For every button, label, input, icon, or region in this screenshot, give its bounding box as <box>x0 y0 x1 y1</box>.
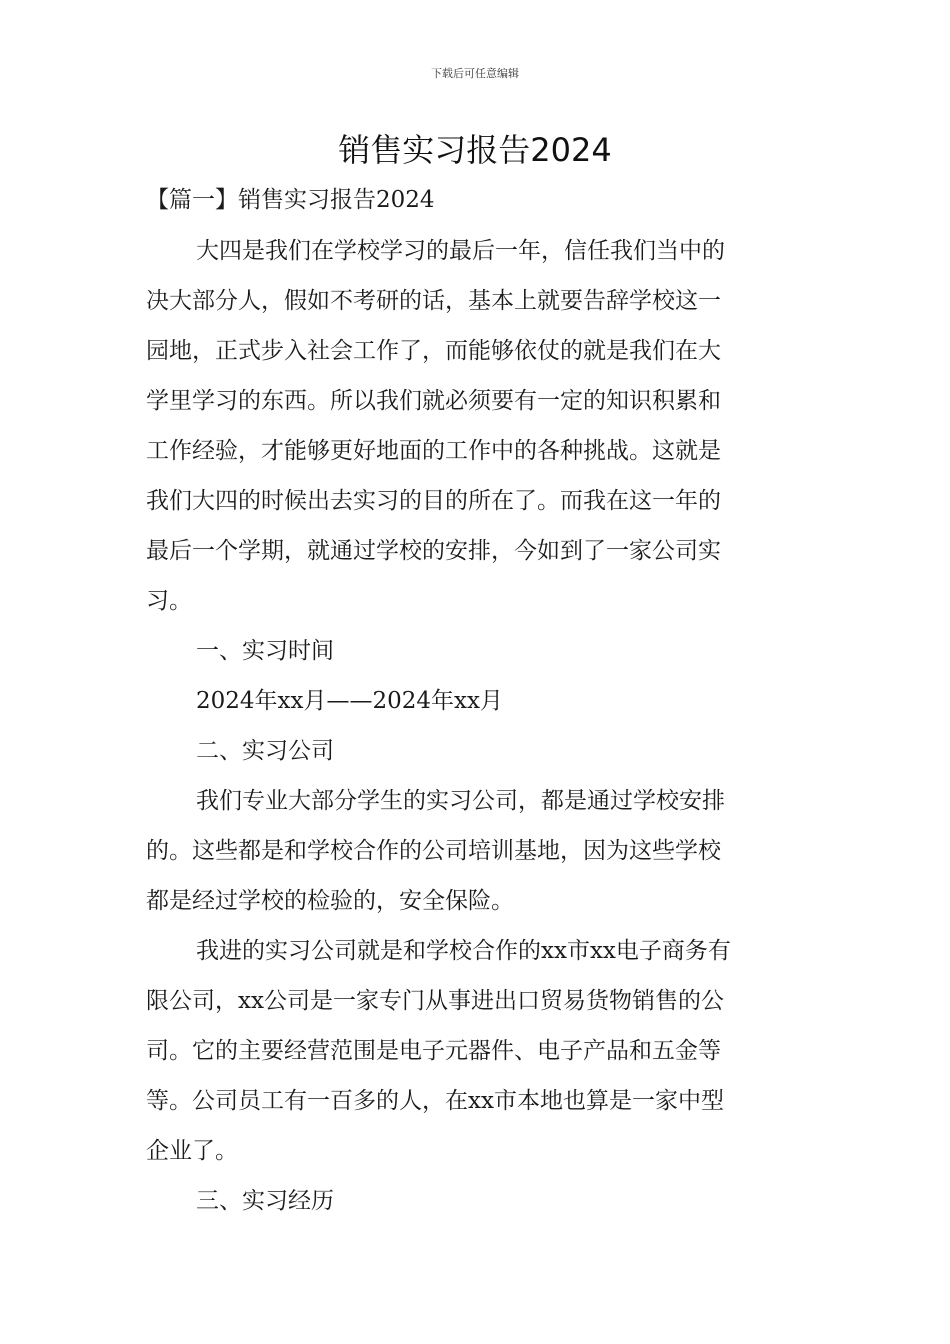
paragraph-line: 学里学习的东西。所以我们就必须要有一定的知识积累和 <box>146 388 721 414</box>
document-title: 销售实习报告2024 <box>338 131 612 169</box>
section-heading: 【篇一】销售实习报告2024 <box>146 187 435 213</box>
paragraph-line: 我进的实习公司就是和学校合作的xx市xx电子商务有 <box>196 938 731 964</box>
subheading-time: 一、实习时间 <box>196 638 334 664</box>
paragraph-line: 我们大四的时候出去实习的目的所在了。而我在这一年的 <box>146 488 721 514</box>
header-note: 下载后可任意编辑 <box>431 67 519 80</box>
paragraph-line: 司。它的主要经营范围是电子元器件、电子产品和五金等 <box>146 1038 721 1064</box>
document-body <box>146 226 808 1226</box>
paragraph-line: 最后一个学期，就通过学校的安排，今如到了一家公司实 <box>146 538 721 564</box>
paragraph-line: 都是经过学校的检验的，安全保险。 <box>146 888 514 914</box>
paragraph-line: 等。公司员工有一百多的人，在xx市本地也算是一家中型 <box>146 1088 724 1114</box>
paragraph-line: 习。 <box>146 588 192 614</box>
paragraph-line: 限公司，xx公司是一家专门从事进出口贸易货物销售的公 <box>146 988 724 1014</box>
subheading-experience: 三、实习经历 <box>196 1188 334 1214</box>
date-range: 2024年xx月——2024年xx月 <box>196 688 503 714</box>
paragraph-line: 工作经验，才能够更好地面的工作中的各种挑战。这就是 <box>146 438 721 464</box>
paragraph-line: 的。这些都是和学校合作的公司培训基地，因为这些学校 <box>146 838 721 864</box>
paragraph-line: 企业了。 <box>146 1138 238 1164</box>
subheading-company: 二、实习公司 <box>196 738 334 764</box>
paragraph-line: 我们专业大部分学生的实习公司，都是通过学校安排 <box>196 788 725 814</box>
paragraph-line: 决大部分人，假如不考研的话，基本上就要告辞学校这一 <box>146 288 721 314</box>
paragraph-line: 园地，正式步入社会工作了，而能够依仗的就是我们在大 <box>146 338 721 364</box>
paragraph-line: 大四是我们在学校学习的最后一年，信任我们当中的 <box>196 238 725 264</box>
